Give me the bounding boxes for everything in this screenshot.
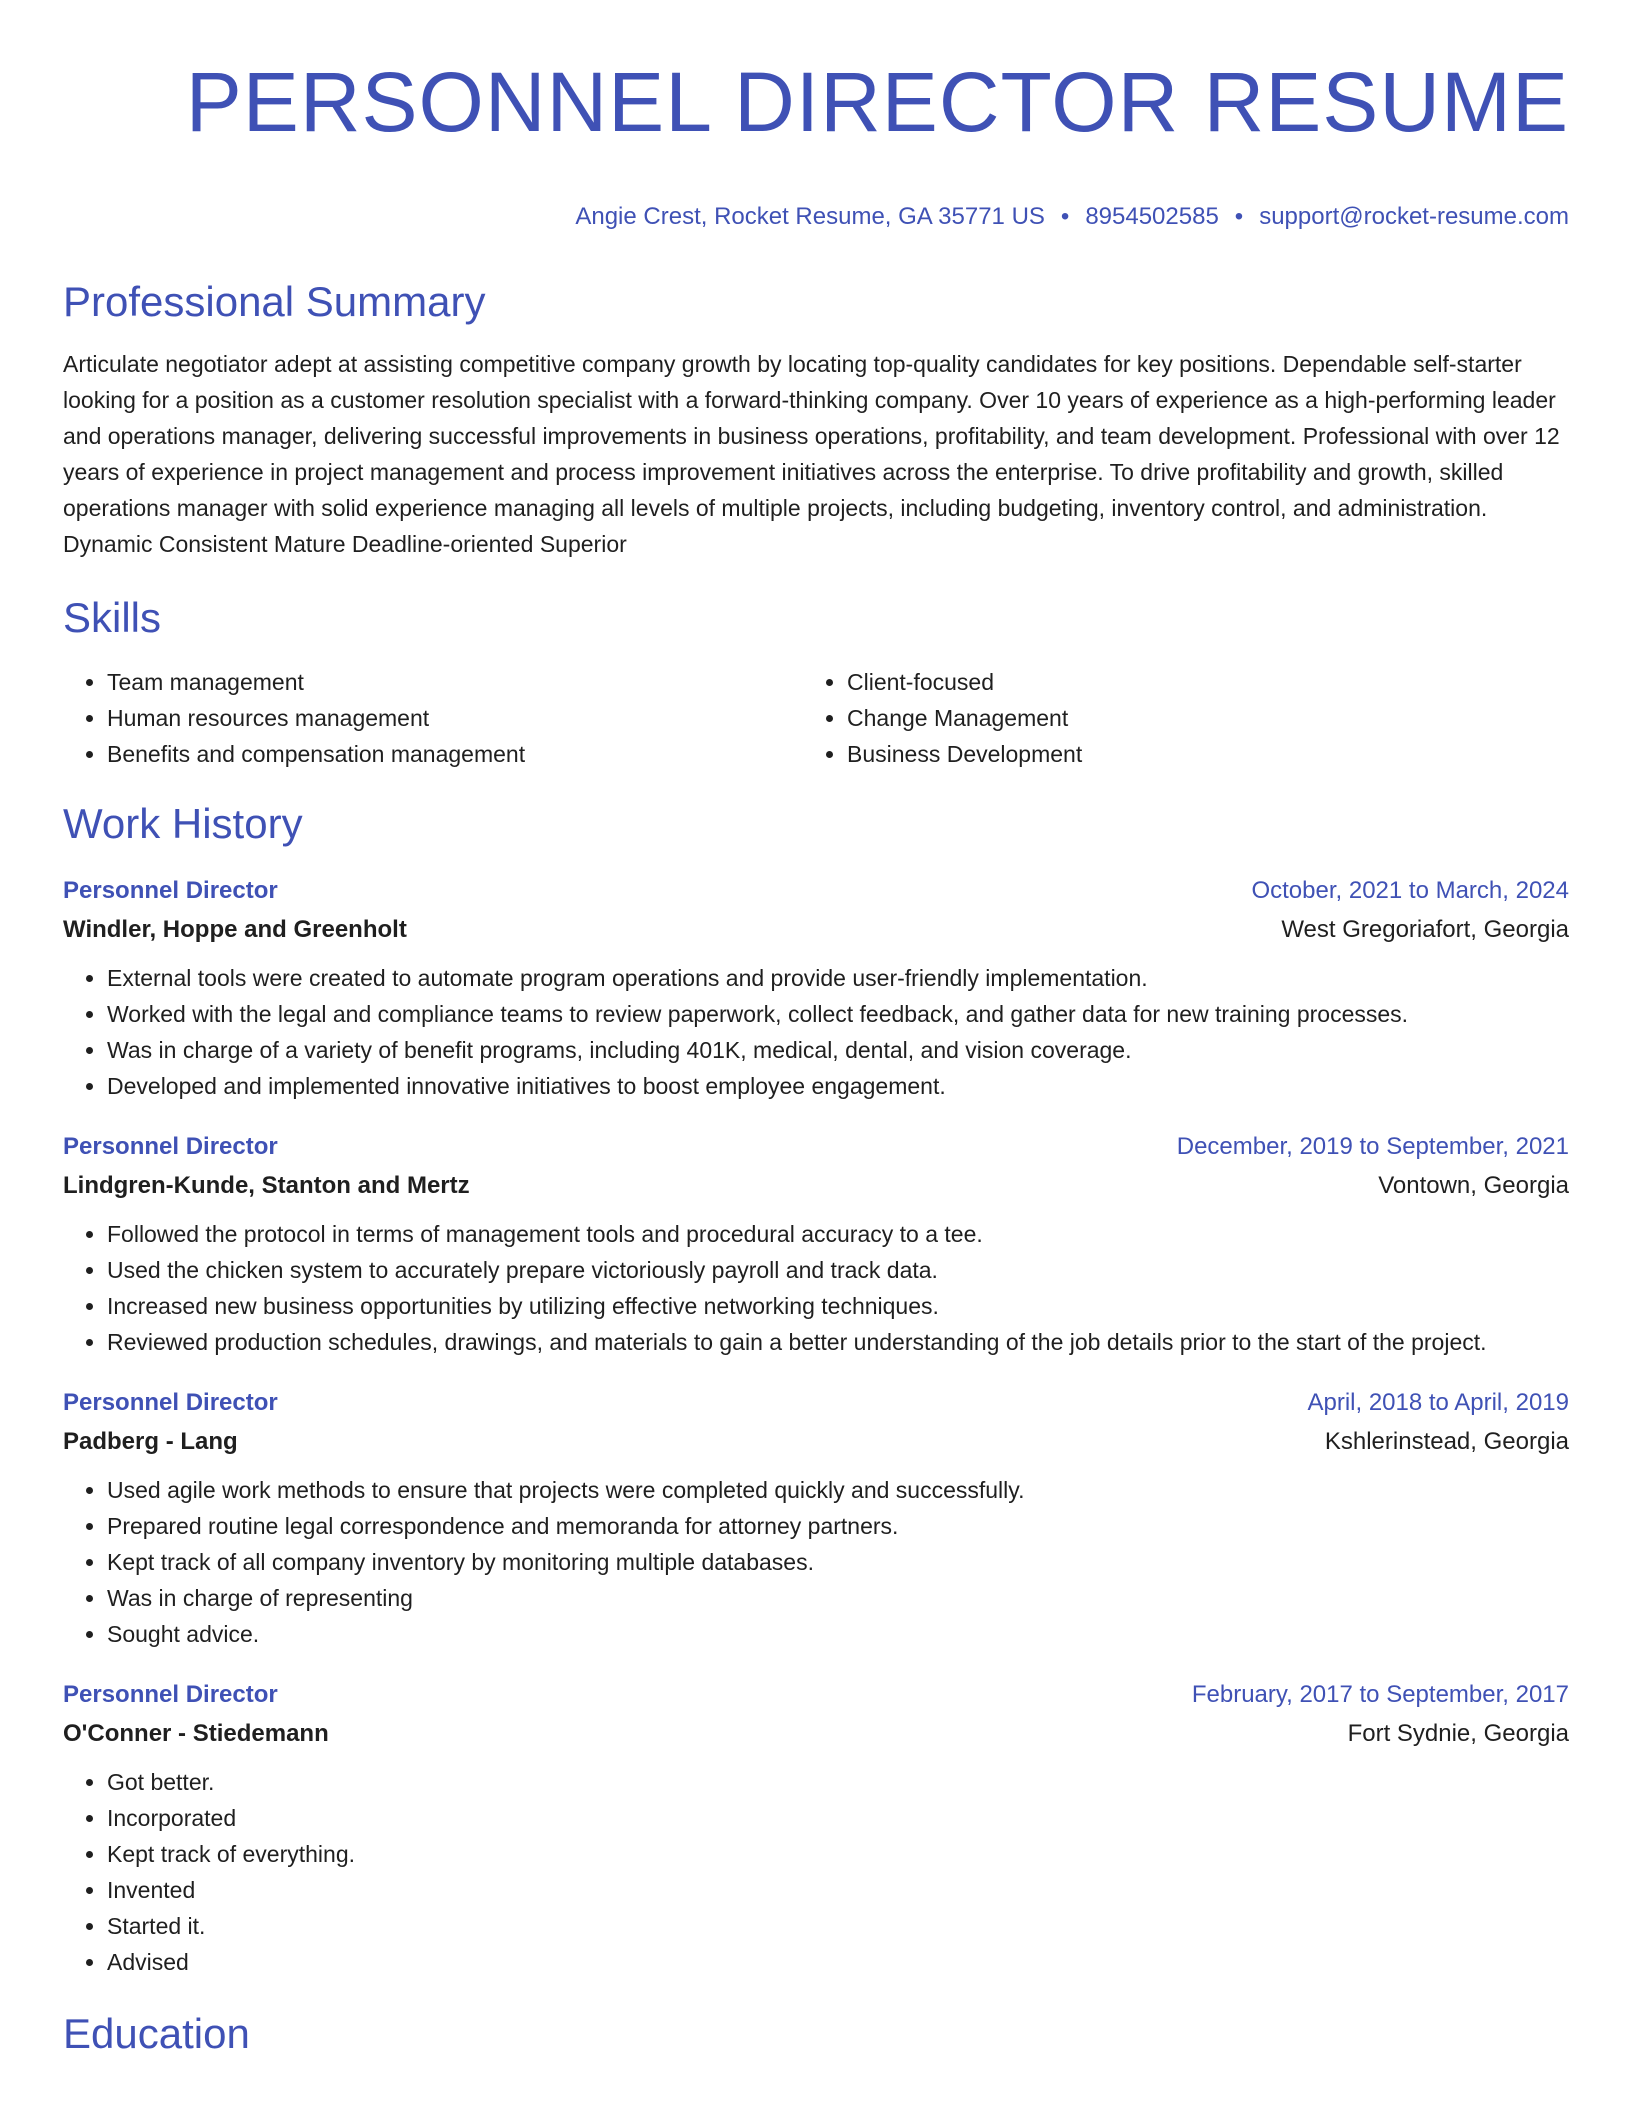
job-location: Fort Sydnie, Georgia (1347, 1720, 1569, 1747)
skill-item: • Client-focused (847, 664, 1543, 700)
summary-text: Articulate negotiator adept at assisting competitive company growth by locating top-quality candidates for key positions. Dependable self-starter looking for a position as a customer resolution specialist with a forward-thinking company. Over 10 years of experience as a high-performing leader and operations manager, delivering successful improvements in business operations, profitability, and team development. Professional with over 12 years of experience in project management and process improvement initiatives across the enterprise. To drive profitability and growth, skilled operations manager with solid experience managing all levels of multiple projects, including budgeting, inventory control, and administration. Dynamic Consistent Mature Deadline-oriented Superior (63, 351, 1560, 557)
job-entry (63, 872, 1569, 1104)
job-company: O'Conner - Stiedemann (63, 1720, 329, 1747)
skill-item: • Change Management (847, 700, 1543, 736)
job-company: Lindgren-Kunde, Stanton and Mertz (63, 1172, 470, 1199)
job-bullet: • Was in charge of representing (107, 1580, 1569, 1616)
job-entry (63, 1676, 1569, 1980)
job-title-row (63, 1384, 1569, 1422)
job-dates: April, 2018 to April, 2019 (1307, 1389, 1569, 1416)
job-company: Padberg - Lang (63, 1428, 238, 1455)
resume-header (63, 0, 1569, 232)
job-title: Personnel Director (63, 1681, 278, 1708)
contact-phone: 8954502585 (1085, 203, 1219, 230)
job-bullet: • Developed and implemented innovative initiatives to boost employee engagement. (107, 1068, 1569, 1104)
job-entry (63, 1384, 1569, 1652)
job-title-row (63, 1128, 1569, 1166)
skill-item: • Benefits and compensation management (107, 736, 803, 772)
job-bullets (63, 1764, 1569, 1980)
job-entry (63, 1128, 1569, 1360)
job-bullets (63, 1216, 1569, 1360)
education-heading: Education (63, 2010, 250, 2057)
job-company-row (63, 910, 1569, 950)
job-title-row (63, 872, 1569, 910)
job-bullet: • Increased new business opportunities by utilizing effective networking techniques. (107, 1288, 1569, 1324)
skills-column-right (803, 664, 1543, 772)
job-bullet: • Used the chicken system to accurately prepare victoriously payroll and track data. (107, 1252, 1569, 1288)
skills-list (63, 664, 1569, 772)
job-dates: February, 2017 to September, 2017 (1191, 1681, 1569, 1708)
job-company: Windler, Hoppe and Greenholt (63, 916, 407, 943)
job-location: Vontown, Georgia (1378, 1172, 1569, 1199)
job-bullet: • Was in charge of a variety of benefit programs, including 401K, medical, dental, and vision coverage. (107, 1032, 1569, 1068)
job-title: Personnel Director (63, 1133, 278, 1160)
skill-item: • Human resources management (107, 700, 803, 736)
skills-column-left (63, 664, 803, 772)
job-bullet: • Prepared routine legal correspondence and memoranda for attorney partners. (107, 1508, 1569, 1544)
job-bullet: • Used agile work methods to ensure that projects were completed quickly and successfully. (107, 1472, 1569, 1508)
job-title-row (63, 1676, 1569, 1714)
contact-separator: • (1060, 203, 1070, 230)
job-company-row (63, 1714, 1569, 1754)
skill-item: • Team management (107, 664, 803, 700)
job-bullet: • Followed the protocol in terms of management tools and procedural accuracy to a tee. (107, 1216, 1569, 1252)
job-bullet: • Kept track of all company inventory by monitoring multiple databases. (107, 1544, 1569, 1580)
job-company-row (63, 1422, 1569, 1462)
job-bullet: • Sought advice. (107, 1616, 1569, 1652)
job-bullet: • Incorporated (107, 1800, 1569, 1836)
job-bullet: • Worked with the legal and compliance teams to review paperwork, collect feedback, and gather data for new training processes. (107, 996, 1569, 1032)
job-bullet: • Advised (107, 1944, 1569, 1980)
skills-heading: Skills (63, 594, 162, 641)
contact-address: Angie Crest, Rocket Resume, GA 35771 US (575, 203, 1045, 230)
job-location: West Gregoriafort, Georgia (1281, 916, 1569, 943)
job-bullets (63, 960, 1569, 1104)
job-bullet: • External tools were created to automate program operations and provide user-friendly implementation. (107, 960, 1569, 996)
work-history-heading: Work History (63, 800, 303, 847)
contact-email[interactable]: support@rocket-resume.com (1259, 203, 1569, 230)
contact-separator: • (1234, 203, 1244, 230)
work-history-list (63, 872, 1569, 1980)
job-dates: December, 2019 to September, 2021 (1176, 1133, 1569, 1160)
job-bullets (63, 1472, 1569, 1652)
job-bullet: • Reviewed production schedules, drawings, and materials to gain a better understanding of the job details prior to the start of the project. (107, 1324, 1569, 1360)
job-bullet: • Invented (107, 1872, 1569, 1908)
job-title: Personnel Director (63, 877, 278, 904)
job-company-row (63, 1166, 1569, 1206)
skill-item: • Business Development (847, 736, 1543, 772)
resume-title: PERSONNEL DIRECTOR RESUME (185, 55, 1569, 149)
job-bullet: • Kept track of everything. (107, 1836, 1569, 1872)
job-bullet: • Got better. (107, 1764, 1569, 1800)
contact-line (63, 202, 1569, 232)
summary-heading: Professional Summary (63, 278, 486, 325)
job-bullet: • Started it. (107, 1908, 1569, 1944)
job-location: Kshlerinstead, Georgia (1324, 1428, 1569, 1455)
job-dates: October, 2021 to March, 2024 (1251, 877, 1569, 904)
job-title: Personnel Director (63, 1389, 278, 1416)
